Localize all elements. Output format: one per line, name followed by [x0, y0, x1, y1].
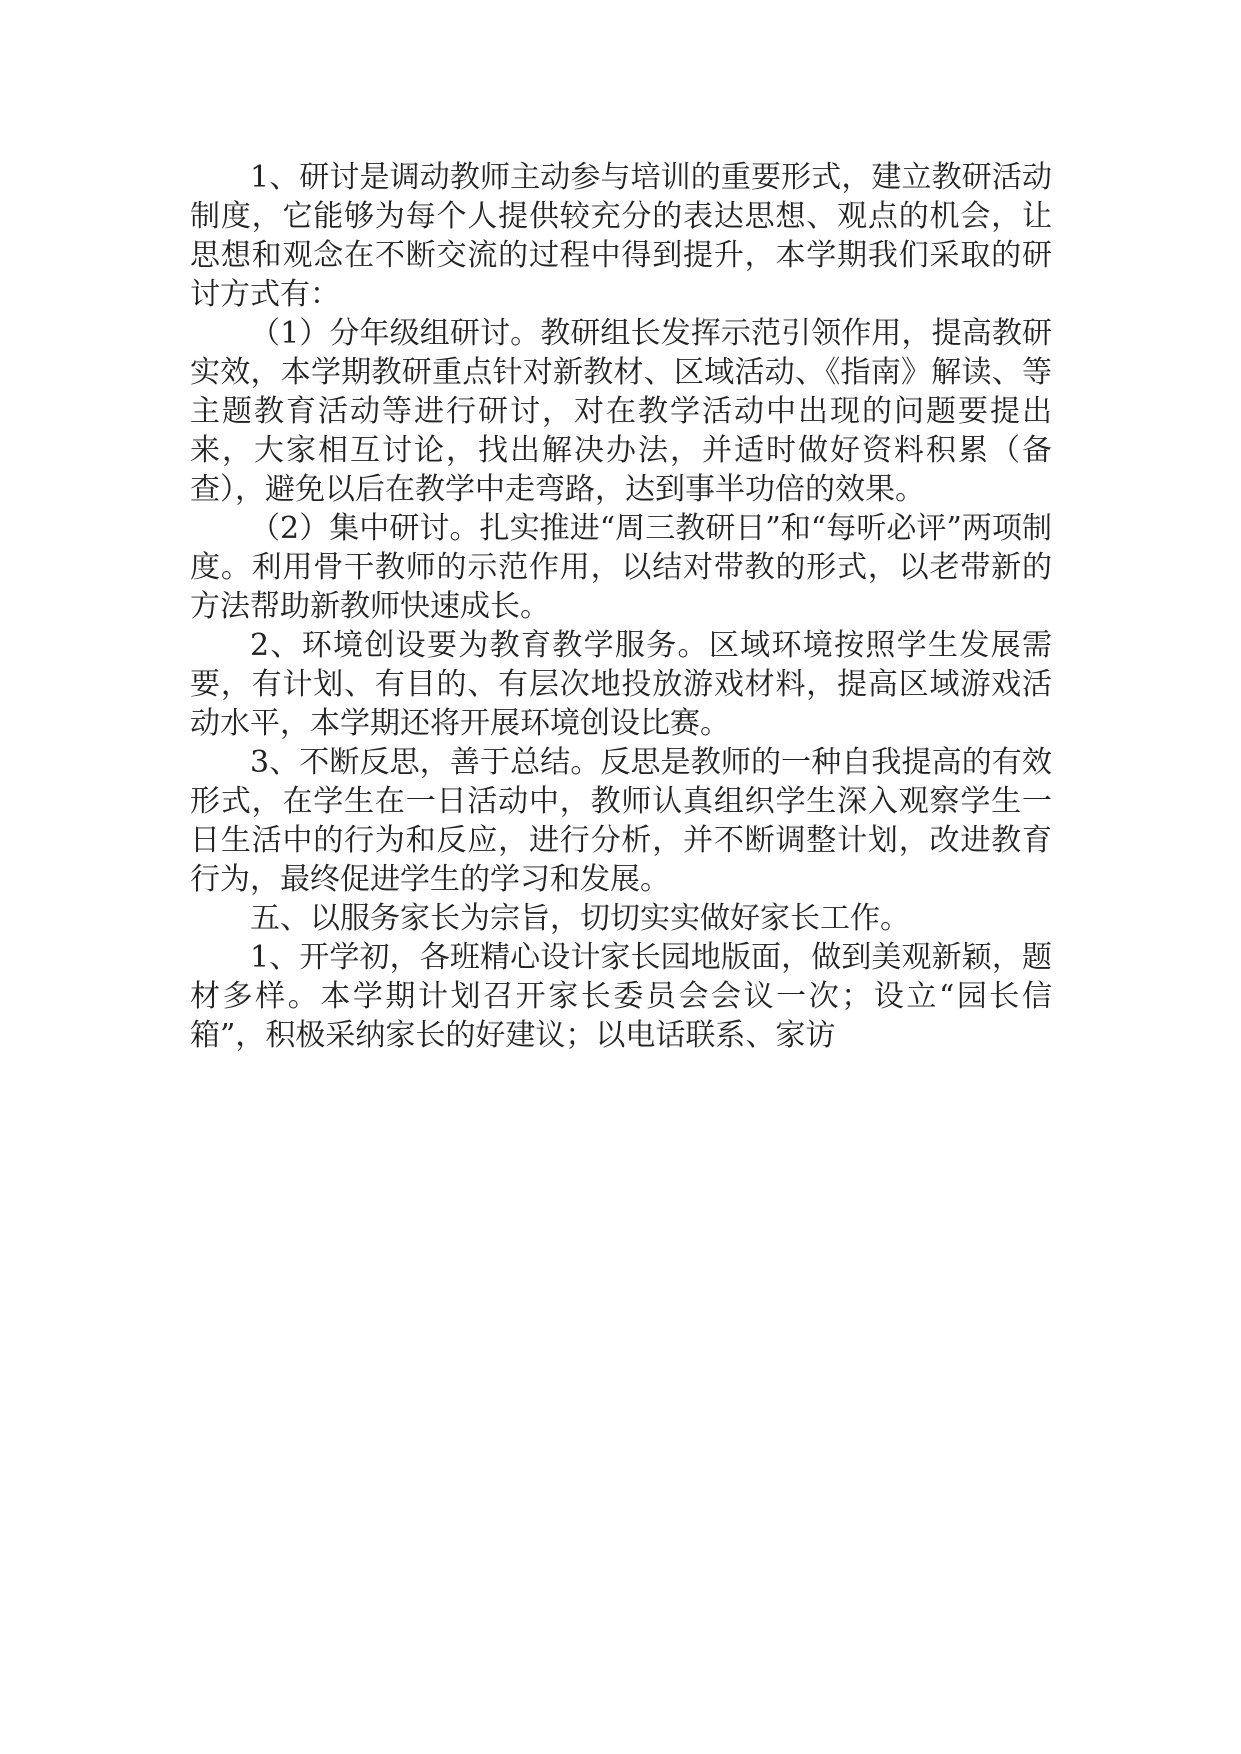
paragraph-environment-creation: 2、环境创设要为教育教学服务。区域环境按照学生发展需要，有计划、有目的、有层次地投放游戏材料，提高区域游戏活动水平，本学期还将开展环境创设比赛。	[190, 628, 1052, 741]
paragraph-parent-garden: 1、开学初，各班精心设计家长园地版面，做到美观新颖，题材多样。本学期计划召开家长委员会会议一次；设立“园长信箱”，积极采纳家长的好建议；以电话联系、家访	[190, 940, 1052, 1053]
paragraph-research-intro: 1、研讨是调动教师主动参与培训的重要形式，建立教研活动制度，它能够为每个人提供较充分的表达思想、观点的机会，让思想和观念在不断交流的过程中得到提升，本学期我们采取的研讨方式有：	[190, 160, 1052, 312]
paragraph-reflection-summary: 3、不断反思，善于总结。反思是教师的一种自我提高的有效形式，在学生在一日活动中，教师认真组织学生深入观察学生一日生活中的行为和反应，进行分析，并不断调整计划，改进教育行为，最终促进学生的学习和发展。	[190, 745, 1052, 897]
document-body	[190, 158, 1052, 1055]
paragraph-centralized-research: （2）集中研讨。扎实推进“周三教研日”和“每听必评”两项制度。利用骨干教师的示范作用，以结对带教的形式，以老带新的方法帮助新教师快速成长。	[190, 511, 1052, 624]
paragraph-grade-group-research: （1）分年级组研讨。教研组长发挥示范引领作用，提高教研实效，本学期教研重点针对新教材、区域活动、《指南》解读、等主题教育活动等进行研讨，对在教学活动中出现的问题要提出来，大家相互讨论，找出解决办法，并适时做好资料积累（备查），避免以后在教学中走弯路，达到事半功倍的效果。	[190, 316, 1052, 507]
section-heading-parent-work: 五、以服务家长为宗旨，切切实实做好家长工作。	[250, 901, 910, 936]
